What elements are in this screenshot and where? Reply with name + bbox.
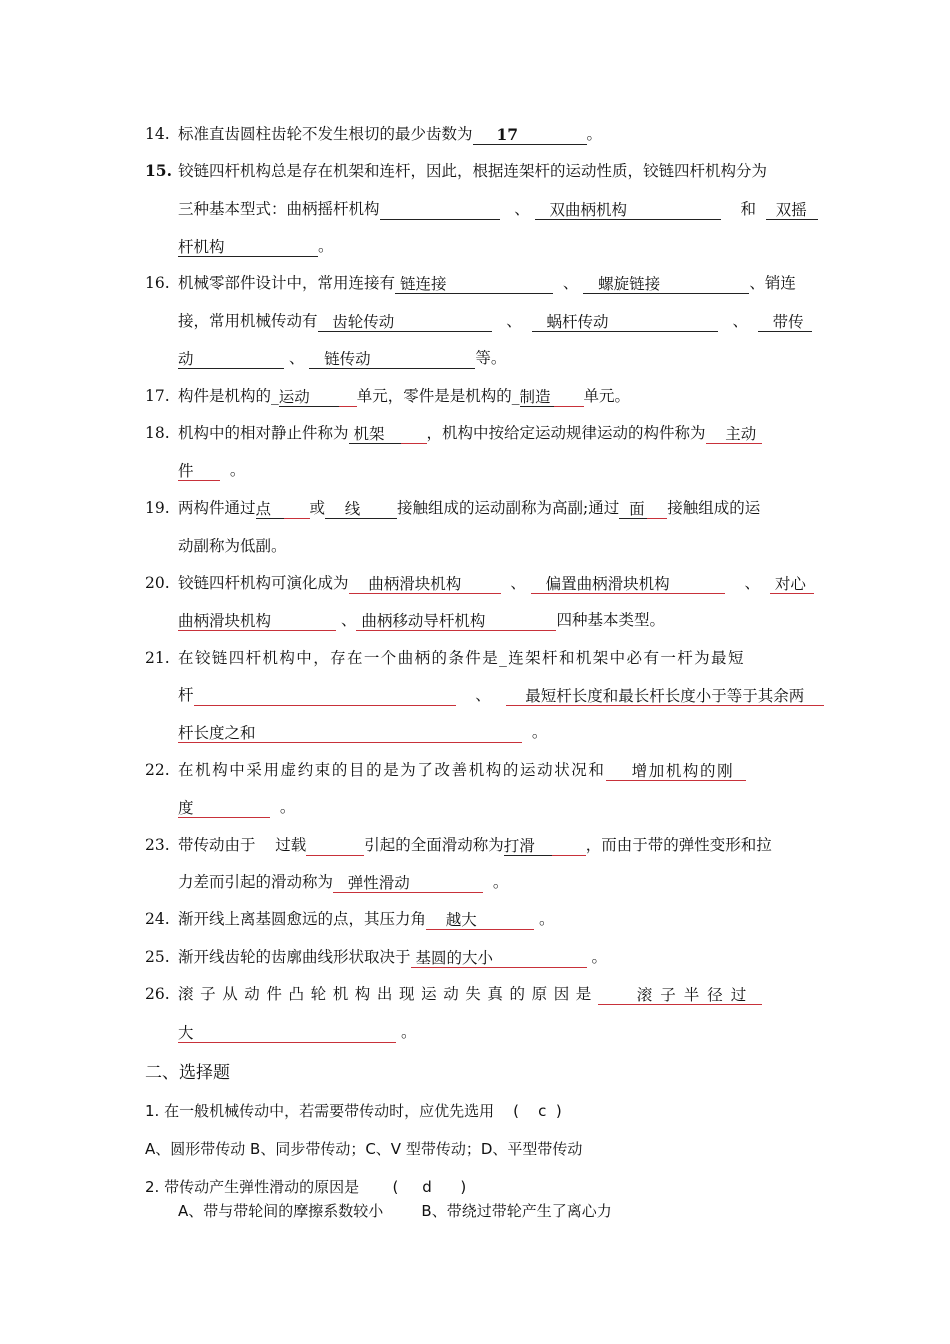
q23-answer2: 打滑 xyxy=(504,835,552,856)
q16-answer2: 螺旋链接 xyxy=(583,273,749,294)
q21-line3: 杆长度之和 。 xyxy=(178,723,548,742)
q16-line1: 机械零部件设计中，常用连接有 链连接 、 螺旋链接 、销连 xyxy=(178,274,796,293)
q15-text2: 三种基本型式：曲柄摇杆机构 xyxy=(178,200,380,218)
mc1-options: A、圆形带传动 B、同步带传动；C、V 型带传动；D、平型带传动 xyxy=(145,1140,583,1158)
q26-line2: 大 。 xyxy=(178,1023,417,1042)
q18-line2: 件 。 xyxy=(178,461,246,480)
q16-answer5b: 动 xyxy=(178,348,284,369)
q16-answer1: 链连接 xyxy=(395,273,553,294)
q14-answer: 17 xyxy=(497,124,587,145)
q15-sep2: 和 xyxy=(740,200,756,218)
q26-number: 26. xyxy=(145,985,170,1003)
q19-red1 xyxy=(284,498,310,519)
q15-answer2: 双曲柄机构 xyxy=(535,199,721,220)
q15-number: 15. xyxy=(145,161,172,180)
q18-answer2a: 主动 xyxy=(706,423,762,444)
q16-line2: 接，常用机械传动有 齿轮传动 、 蜗杆传动 、 带传 xyxy=(178,310,812,332)
q22-line2: 度 。 xyxy=(178,798,296,817)
mc2-question: 2. 带传动产生弹性滑动的原因是 ( d ) xyxy=(145,1178,467,1196)
q17-red-tail1 xyxy=(339,386,357,407)
q14-end: 。 xyxy=(586,125,603,143)
q16-answer4: 蜗杆传动 xyxy=(532,311,718,332)
q14-line xyxy=(178,123,602,145)
q17-answer1: 运动 xyxy=(279,386,339,407)
q23-red1 xyxy=(306,835,364,856)
q20-answer1: 曲柄滑块机构 xyxy=(349,573,501,594)
q15-blank1 xyxy=(380,199,500,220)
q23-red2 xyxy=(552,835,586,856)
q22-line1: 在机构中采用虚约束的目的是为了改善机构的运动状况和 增加机构的刚 xyxy=(178,759,746,781)
q18-answer1: 机架 xyxy=(349,423,401,444)
q16-answer5a: 带传 xyxy=(758,311,812,332)
q24-number: 24. xyxy=(145,910,170,928)
q18-answer2b: 件 xyxy=(178,460,220,481)
q16-answer3: 齿轮传动 xyxy=(318,311,492,332)
q15-answer3a: 双摇 xyxy=(766,199,818,220)
q15-line1: 铰链四杆机构总是存在机架和连杆，因此，根据连架杆的运动性质，铰链四杆机构分为 xyxy=(178,162,768,180)
q15-end: 。 xyxy=(318,237,334,255)
q21-answer2b: 杆长度之和 xyxy=(178,722,522,743)
q19-answer2: 线 xyxy=(325,498,371,519)
mc1-question: 1. 在一般机械传动中，若需要带传动时，应优先选用 ( c ) xyxy=(145,1102,562,1120)
q16-answer6: 链传动 xyxy=(309,348,475,369)
mc2-option-a: A、带与带轮间的摩擦系数较小 xyxy=(178,1202,384,1220)
q14-number: 14. xyxy=(145,125,170,143)
q15-sep1: 、 xyxy=(514,200,530,218)
q18-number: 18. xyxy=(145,424,170,442)
q25-answer1: 基圆的大小 xyxy=(411,947,587,968)
q19-answer3: 面 xyxy=(619,498,647,519)
q19-line2: 动副称为低副。 xyxy=(178,537,287,555)
mc2-answer: d xyxy=(422,1178,432,1196)
q18-red1 xyxy=(401,423,427,444)
q16-line3: 动 、 链传动 等。 xyxy=(178,349,507,368)
q16-number: 16. xyxy=(145,274,170,292)
q21-answer2: 最短杆长度和最长杆长度小于等于其余两 xyxy=(506,685,824,706)
q15-line3 xyxy=(178,235,334,257)
q24-answer1: 越大 xyxy=(426,909,534,930)
q20-answer3b: 曲柄滑块机构 xyxy=(178,610,336,631)
q21-line2: 杆 、 最短杆长度和最长杆长度小于等于其余两 xyxy=(178,684,824,706)
q23-answer1: 过载 xyxy=(275,836,307,854)
mc2-options xyxy=(178,1200,612,1222)
q21-answer1 xyxy=(194,685,456,706)
q22-number: 22. xyxy=(145,761,170,779)
q20-line2: 曲柄滑块机构 、 曲柄移动导杆机构 四种基本类型。 xyxy=(178,611,665,630)
q23-line1: 带传动由于 过载 引起的全面滑动称为打滑 ，而由于带的弹性变形和拉 xyxy=(178,836,772,855)
q15-answer3b: 杆机构 xyxy=(178,236,318,257)
q25-line: 渐开线齿轮的齿廓曲线形状取决于 基圆的大小 。 xyxy=(178,948,607,967)
q17-red-tail2 xyxy=(554,386,584,407)
q20-answer4: 曲柄移动导杆机构 xyxy=(356,610,556,631)
q19-number: 19. xyxy=(145,499,170,517)
q14-text: 标准直齿圆柱齿轮不发生根切的最少齿数为 xyxy=(178,125,473,143)
q17-number: 17. xyxy=(145,387,170,405)
mc1-answer: c xyxy=(538,1102,547,1120)
q26-answer1b: 大 xyxy=(178,1022,396,1043)
q24-line: 渐开线上离基圆愈远的点，其压力角 越大 。 xyxy=(178,910,555,929)
q14-blank-pre xyxy=(473,124,497,145)
q20-answer3a: 对心 xyxy=(770,573,814,594)
q20-line1: 铰链四杆机构可演化成为 曲柄滑块机构 、 偏置曲柄滑块机构 、 对心 xyxy=(178,572,814,594)
q22-answer1: 增加机构的刚 xyxy=(606,760,746,781)
q25-number: 25. xyxy=(145,948,170,966)
q22-answer1b: 度 xyxy=(178,797,270,818)
q18-line1: 机构中的相对静止件称为 机架 ，机构中按给定运动规律运动的构件称为 主动 xyxy=(178,422,762,444)
q26-line1: 滚子从动件凸轮机构出现运动失真的原因是 滚子半径过 xyxy=(178,983,762,1005)
section-title: 二、选择题 xyxy=(145,1063,230,1083)
q17-answer2: 制造 xyxy=(520,386,554,407)
q19-line1: 两构件通过点 或 线 接触组成的运动副称为高副;通过 面 接触组成的运 xyxy=(178,499,761,518)
q19-blank2 xyxy=(371,498,397,519)
q23-number: 23. xyxy=(145,836,170,854)
mc2-option-b: B、带绕过带轮产生了离心力 xyxy=(421,1202,612,1220)
q23-answer3: 弹性滑动 xyxy=(333,872,483,893)
q17-line: 构件是机构的_运动 单元，零件是是机构的_制造 单元。 xyxy=(178,387,631,406)
q26-answer1: 滚子半径过 xyxy=(598,984,762,1005)
q20-number: 20. xyxy=(145,574,170,592)
q21-number: 21. xyxy=(145,649,170,667)
q19-red3 xyxy=(647,498,667,519)
q19-answer1: 点 xyxy=(256,498,284,519)
q23-line2: 力差而引起的滑动称为 弹性滑动 。 xyxy=(178,873,509,892)
q21-line1: 在铰链四杆机构中，存在一个曲柄的条件是_连架杆和机架中必有一杆为最短 xyxy=(178,649,745,667)
q15-line2 xyxy=(178,198,818,220)
q20-answer2: 偏置曲柄滑块机构 xyxy=(531,573,725,594)
